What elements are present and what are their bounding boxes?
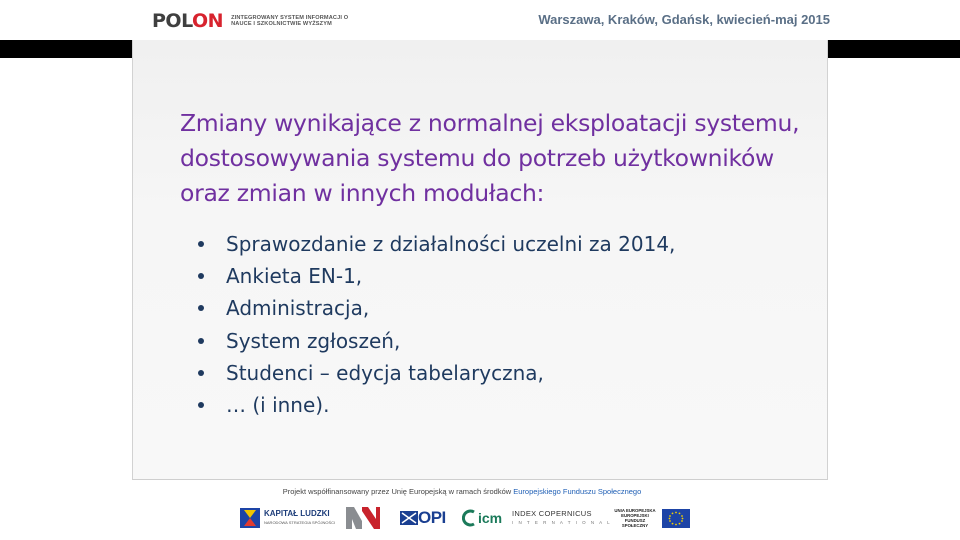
header-bar [0,0,960,40]
eu-flag-icon [662,509,690,528]
ue-logo [612,503,690,533]
mnisw-icon [346,503,380,533]
icm-logo [462,503,502,533]
bullet-text: … (i inne). [226,393,330,418]
slide-title: Zmiany wynikające z normalnej eksploatacji systemu, dostosowywania systemu do potrzeb użytkowników oraz zmian w innych modułach: [180,109,800,207]
kapital-ludzki-text: KAPITAŁ LUDZKI [264,508,330,518]
kapital-ludzki-logo [240,503,335,533]
polon-logo-wordmark: POLON [152,10,224,32]
polon-logo [152,10,351,32]
bullet-item [186,325,675,357]
bullet-item [186,228,675,260]
icm-icon [462,509,476,527]
bullet-icon [198,305,204,311]
bullet-text: System zgłoszeń, [226,328,401,353]
index-copernicus-subtext: I N T E R N A T I O N A L [512,519,612,525]
funding-statement: Projekt współfinansowany przez Unię Europejską w ramach środków Europejskiego Funduszu Społecznego [282,487,642,496]
ue-text: UNIA EUROPEJSKA EUROPEJSKI FUNDUSZ SPOŁECZNY [614,508,656,528]
kapital-ludzki-icon [240,506,260,530]
opi-icon [400,511,418,525]
bullet-text: Studenci – edycja tabelaryczna, [226,360,544,385]
index-copernicus-logo [512,503,612,533]
bullet-item [186,260,675,292]
bullet-text: Administracja, [226,296,370,321]
kapital-ludzki-subtext: NARODOWA STRATEGIA SPÓJNOŚCI [264,519,336,525]
bullet-list [186,228,675,421]
bullet-text: Ankieta EN-1, [226,264,363,289]
bullet-icon [198,338,204,344]
partner-logos [154,503,770,533]
bullet-icon [198,402,204,408]
bullet-icon [198,273,204,279]
funding-footer [154,483,770,537]
bullet-item [186,292,675,324]
bullet-icon [198,241,204,247]
bullet-icon [198,370,204,376]
opi-logo [400,503,446,533]
index-copernicus-text: INDEX COPERNICUS [512,508,592,518]
polon-logo-tagline: ZINTEGROWANY SYSTEM INFORMACJI O NAUCE I SZKOLNICTWIE WYŻSZYM [231,14,349,27]
icm-text: icm [478,510,503,526]
bullet-text: Sprawozdanie z działalności uczelni za 2014, [226,232,676,256]
bullet-item [186,389,675,421]
location-date: Warszawa, Kraków, Gdańsk, kwiecień-maj 2015 [538,12,830,27]
opi-text: OPI [418,508,446,527]
bullet-item [186,357,675,389]
